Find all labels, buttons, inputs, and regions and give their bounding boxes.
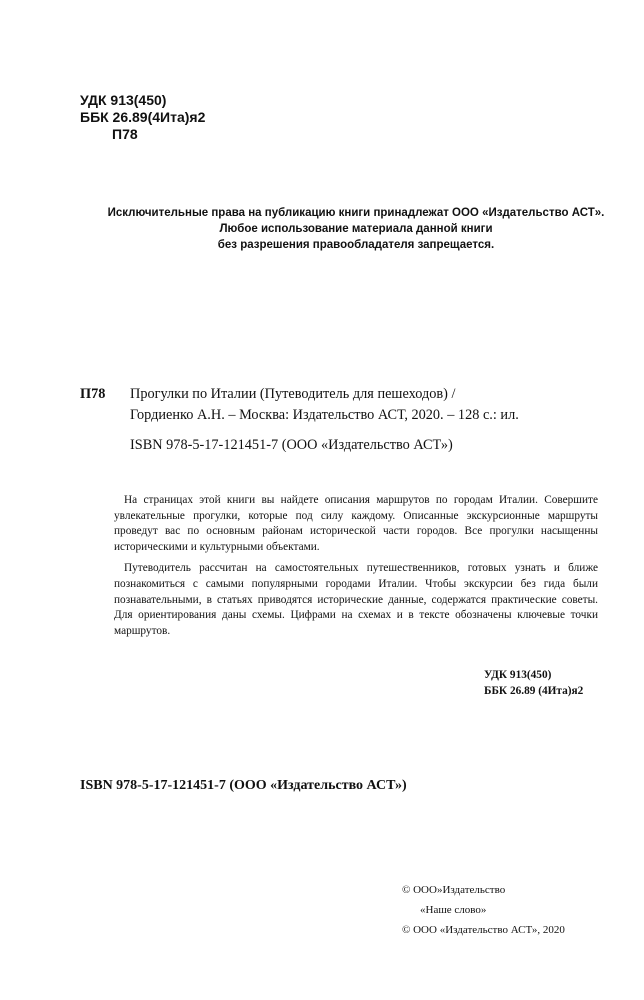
bbk-code-repeat: ББК 26.89 (4Ита)я2 bbox=[484, 685, 584, 697]
udk-code: УДК 913(450) bbox=[80, 92, 167, 108]
copyright-line: «Наше слово» bbox=[420, 904, 487, 916]
rights-notice-line: Исключительные права на публикацию книги принадлежат ООО «Издательство АСТ». bbox=[107, 207, 605, 219]
biblio-author-mark: П78 bbox=[80, 386, 106, 402]
classification-codes bbox=[80, 92, 205, 143]
bibliographic-entry bbox=[80, 384, 590, 456]
annotation bbox=[114, 493, 598, 645]
bbk-code: ББК 26.89(4Ита)я2 bbox=[80, 109, 206, 125]
copyright-line: © ООО»Издательство bbox=[402, 884, 506, 896]
classification-codes-repeat bbox=[484, 667, 583, 699]
copyright-block bbox=[402, 880, 565, 940]
annotation-paragraph: Путеводитель рассчитан на самостоятельных путешественников, готовых узнать и ближе познакомиться с самыми популярными городами Италии. Чтобы экскурсии без гида были познавательными, в статьях приводятся исторические данные, содержатся практические советы. Для ориентирования даны схемы. Цифрами на схемах и в тексте обозначены ключевые точки маршрутов. bbox=[114, 562, 598, 637]
copyright-line: © ООО «Издательство АСТ», 2020 bbox=[402, 924, 565, 936]
rights-notice-line: без разрешения правообладателя запрещается. bbox=[217, 239, 495, 251]
biblio-publisher-line: Гордиенко А.Н. – Москва: Издательство АСТ, 2020. – 128 с.: ил. bbox=[130, 407, 519, 423]
rights-notice bbox=[100, 205, 612, 253]
udk-code-repeat: УДК 913(450) bbox=[484, 669, 552, 681]
biblio-isbn: ISBN 978-5-17-121451-7 (ООО «Издательство АСТ») bbox=[130, 437, 453, 453]
author-mark: П78 bbox=[112, 126, 138, 142]
biblio-title-line: Прогулки по Италии (Путеводитель для пешеходов) / bbox=[130, 386, 456, 402]
isbn-bottom: ISBN 978-5-17-121451-7 (ООО «Издательство АСТ») bbox=[80, 778, 407, 793]
rights-notice-line: Любое использование материала данной книги bbox=[219, 223, 493, 235]
annotation-paragraph: На страницах этой книги вы найдете описания маршрутов по городам Италии. Совершите увлекательные прогулки, которые под силу каждому. Описанные экскурсионные маршруты проведут вас по основным районам исторической части городов. Все прогулки насыщенны историческими и культурными объектами. bbox=[114, 494, 598, 553]
